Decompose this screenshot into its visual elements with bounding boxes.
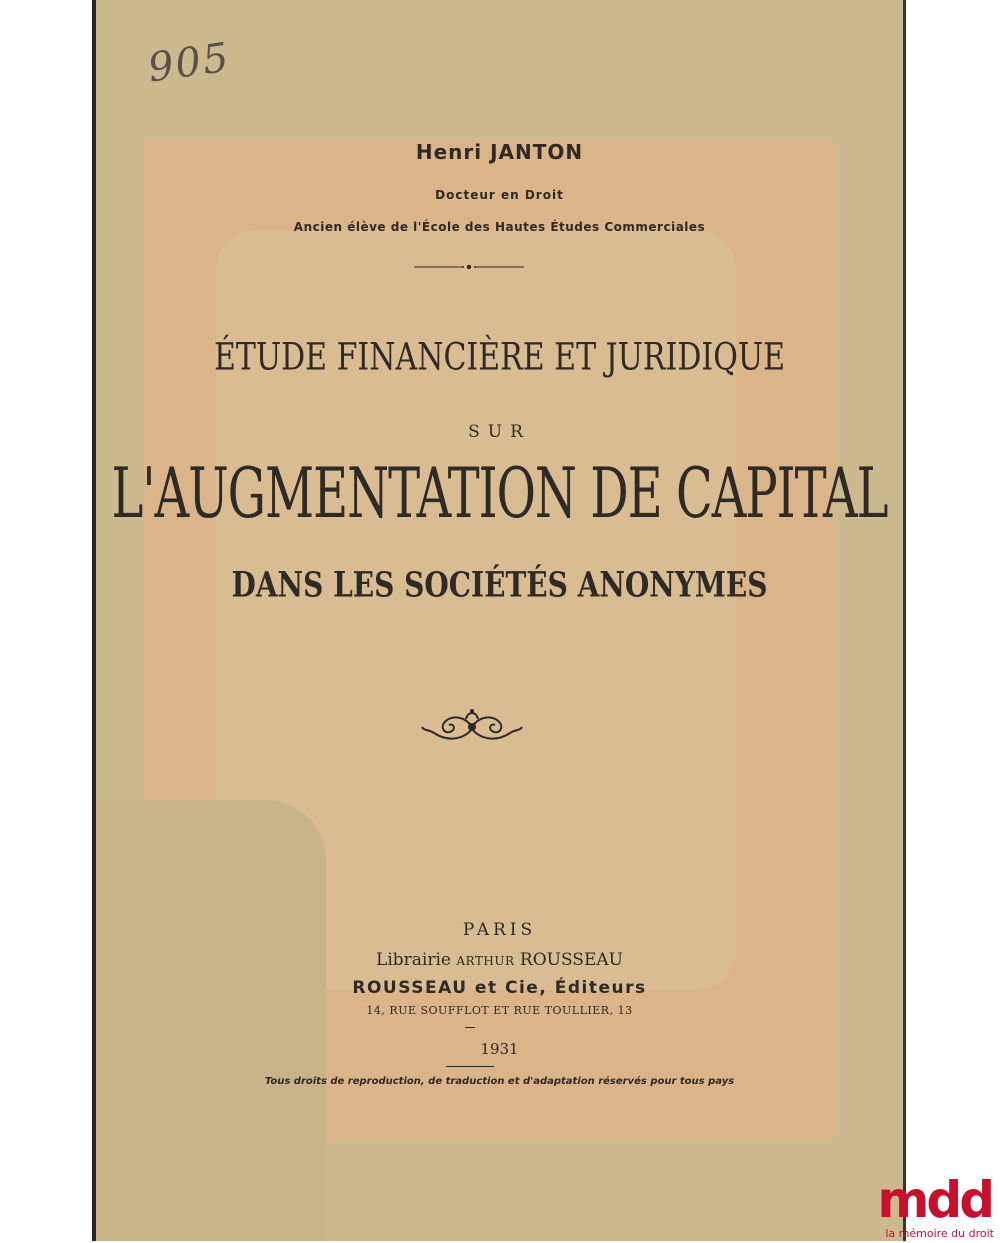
title-main: L'AUGMENTATION DE CAPITAL	[111, 453, 888, 535]
cover-water-stain	[96, 800, 326, 1241]
divider-ornament-icon	[414, 262, 524, 272]
author-name: Henri JANTON	[415, 140, 584, 164]
separator-rule	[446, 1066, 494, 1067]
publisher-library-prefix: Librairie	[376, 950, 457, 970]
logo-mark: mdd	[877, 1171, 992, 1229]
publisher-library-last-name: ROUSSEAU	[514, 950, 623, 970]
publisher-library	[96, 950, 903, 970]
publication-year: 1931	[480, 1040, 519, 1058]
book-cover	[92, 0, 906, 1241]
publisher-city: PARIS	[462, 920, 537, 940]
mdd-logo	[806, 1172, 996, 1242]
title-line-1: ÉTUDE FINANCIÈRE ET JURIDIQUE	[213, 335, 786, 380]
publisher-library-first-name: ARTHUR	[456, 954, 515, 968]
rights-notice: Tous droits de reproduction, de traduction et d'adaptation réservés pour tous pays	[264, 1076, 735, 1087]
logo-tagline: la mémoire du droit	[885, 1227, 994, 1240]
author-school: Ancien élève de l'École des Hautes Études Commerciales	[293, 220, 706, 234]
author-degree: Docteur en Droit	[435, 188, 564, 202]
fleuron-ornament-icon	[420, 705, 524, 749]
title-line-2: SUR	[468, 422, 531, 442]
publisher-address: 14, RUE SOUFFLOT ET RUE TOULLIER, 13	[366, 1004, 633, 1017]
separator-dash	[465, 1027, 475, 1028]
publisher-editors: ROUSSEAU et Cie, Éditeurs	[352, 978, 647, 998]
handwritten-number: 905	[145, 34, 234, 92]
title-line-4: DANS LES SOCIÉTÉS ANONYMES	[231, 563, 768, 606]
